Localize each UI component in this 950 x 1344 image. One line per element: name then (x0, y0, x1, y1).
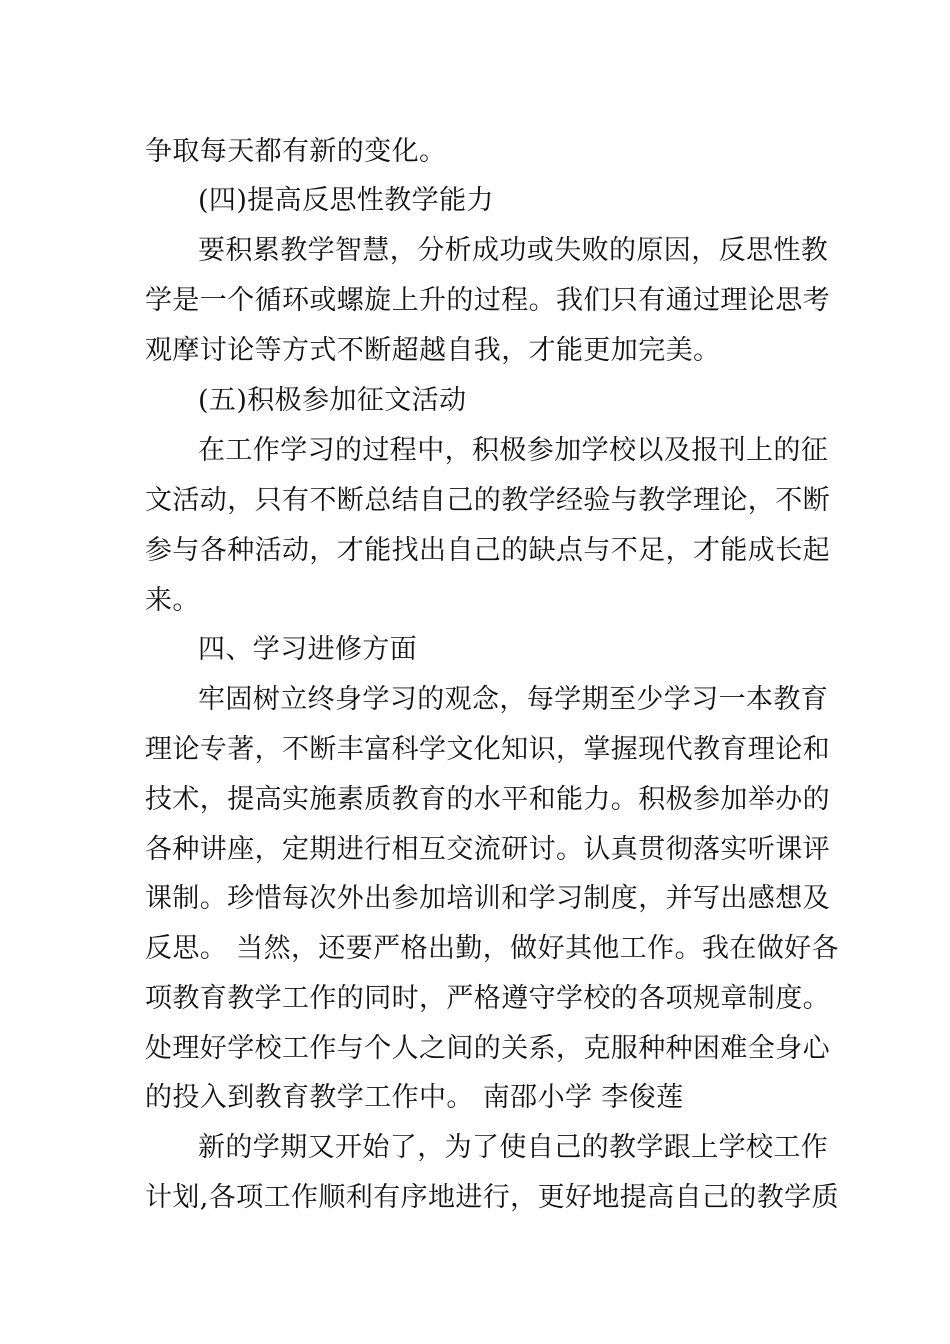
text-line: 处理好学校工作与个人之间的关系，克服种种困难全身心 (145, 1033, 830, 1064)
text-line: 牢固树立终身学习的观念，每学期至少学习一本教育 (198, 684, 829, 715)
text-line: 计划,各项工作顺利有序地进行，更好地提高自己的教学质 (145, 1182, 839, 1213)
text-line: 在工作学习的过程中，积极参加学校以及报刊上的征 (198, 435, 829, 466)
section-heading: (四)提高反思性教学能力 (198, 185, 494, 216)
text-line: 观摩讨论等方式不断超越自我，才能更加完美。 (145, 335, 721, 366)
text-line: 各种讲座，定期进行相互交流研讨。认真贯彻落实听课评 (145, 834, 830, 865)
text-line: 要积累教学智慧，分析成功或失败的原因，反思性教 (198, 235, 829, 266)
text-line: 文活动，只有不断总结自己的教学经验与教学理论，不断 (145, 485, 830, 516)
text-line: 学是一个循环或螺旋上升的过程。我们只有通过理论思考 (145, 285, 830, 316)
text-line: 的投入到教育教学工作中。 南邵小学 李俊莲 (145, 1082, 684, 1113)
text-line: 项教育教学工作的同时，严格遵守学校的各项规章制度。 (145, 983, 830, 1014)
text-line: 参与各种活动，才能找出自己的缺点与不足，才能成长起 (145, 535, 830, 566)
text-line: 反思。 当然，还要严格出勤，做好其他工作。我在做好各 (145, 933, 839, 964)
text-line: 新的学期又开始了，为了使自己的教学跟上学校工作 (198, 1132, 829, 1163)
text-line: 技术，提高实施素质教育的水平和能力。积极参加举办的 (145, 784, 830, 815)
text-line: 课制。珍惜每次外出参加培训和学习制度，并写出感想及 (145, 883, 830, 914)
text-line: 理论专著，不断丰富科学文化知识，掌握现代教育理论和 (145, 734, 830, 765)
section-heading: 四、学习进修方面 (198, 634, 418, 665)
text-line: 争取每天都有新的变化。 (145, 136, 447, 167)
text-line: 来。 (145, 585, 200, 616)
section-heading: (五)积极参加征文活动 (198, 385, 467, 416)
